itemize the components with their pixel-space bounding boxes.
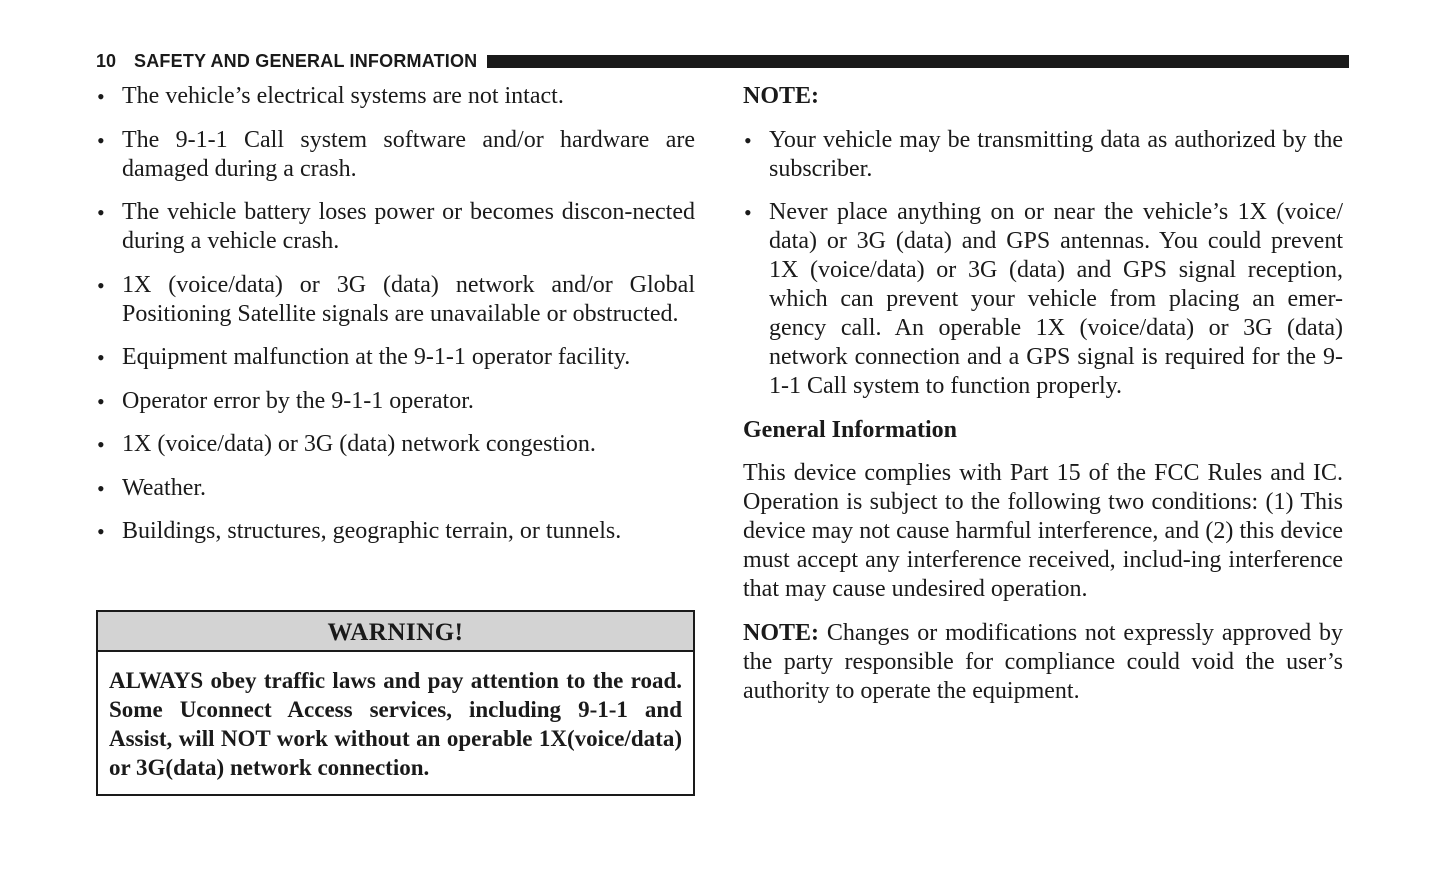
general-info-heading: General Information <box>743 416 957 443</box>
list-item <box>743 126 1343 184</box>
page-header <box>96 50 1349 72</box>
right-column <box>743 82 1343 720</box>
list-item <box>96 82 695 111</box>
header-rule <box>487 55 1349 68</box>
list-item-text: 1X (voice/data) or 3G (data) network congestion. <box>122 431 596 457</box>
bullet-icon: • <box>744 200 752 225</box>
list-item-text: The 9-1-1 Call system software and/or hardware are damaged during a crash. <box>122 126 695 182</box>
section-title: SAFETY AND GENERAL INFORMATION <box>134 50 478 71</box>
list-item <box>96 198 695 256</box>
list-item-text: The vehicle battery loses power or becomes discon-nected during a vehicle crash. <box>122 199 695 254</box>
list-item-text: Your vehicle may be transmitting data as authorized by the subscriber. <box>769 126 1343 182</box>
note-list <box>743 126 1343 402</box>
bullet-icon: • <box>97 388 105 414</box>
list-item <box>96 517 695 546</box>
bullet-icon: • <box>97 432 105 457</box>
warning-box <box>96 610 695 796</box>
final-note-paragraph <box>743 619 1343 706</box>
note-heading: NOTE: <box>743 83 820 109</box>
list-item-text: Never place anything on or near the vehicle’s 1X (voice/ data) or 3G (data) and GPS antennas. You could prevent 1X (voice/data) or 3G (data) and GPS signal reception, which can prevent your vehicle from placing an emer-gency call. An operable 1X (voice/data) or 3G (data) network connection and a GPS signal is required for the 9-1-1 Call system to function properly. <box>769 199 1343 399</box>
bullet-icon: • <box>97 127 105 153</box>
warning-body: ALWAYS obey traffic laws and pay attention to the road. Some Uconnect Access services, including 9-1-1 and Assist, will NOT work without an operable 1X(voice/data) or 3G(data) network connection. <box>109 668 682 780</box>
list-item <box>743 198 1343 401</box>
bullet-icon: • <box>97 519 105 544</box>
list-item <box>96 387 695 416</box>
list-item-text: Weather. <box>122 474 207 501</box>
list-item <box>96 430 695 459</box>
list-item <box>96 271 695 329</box>
list-item <box>96 126 695 184</box>
list-item-text: Buildings, structures, geographic terrain, or tunnels. <box>122 518 622 544</box>
list-item-text: 1X (voice/data) or 3G (data) network and/or Global Positioning Satellite signals are unavailable or obstructed. <box>122 271 695 327</box>
list-item <box>96 343 695 372</box>
final-note-label: NOTE: <box>743 619 820 646</box>
bullet-icon: • <box>97 345 105 370</box>
bullet-icon: • <box>97 84 105 109</box>
warning-title: WARNING! <box>98 612 693 652</box>
general-info-paragraph: This device complies with Part 15 of the FCC Rules and IC. Operation is subject to the following two conditions: (1) This device may not cause harmful interference, and (2) this device must accept any interference received, includ-ing interference that may cause undesired operation. <box>743 460 1343 602</box>
list-item-text: The vehicle’s electrical systems are not intact. <box>122 83 564 109</box>
list-item-text: Operator error by the 9-1-1 operator. <box>122 387 474 414</box>
bullet-icon: • <box>97 272 105 298</box>
list-item <box>96 474 695 503</box>
list-item-text: Equipment malfunction at the 9-1-1 operator facility. <box>122 344 631 370</box>
final-note-text: Changes or modifications not expressly approved by the party responsible for compliance could void the user’s authority to operate the equipment. <box>743 619 1343 704</box>
failure-conditions-list <box>96 82 695 546</box>
page-number: 10 <box>96 50 117 71</box>
bullet-icon: • <box>744 127 752 153</box>
bullet-icon: • <box>97 475 105 501</box>
bullet-icon: • <box>97 200 105 225</box>
left-column <box>96 82 695 561</box>
